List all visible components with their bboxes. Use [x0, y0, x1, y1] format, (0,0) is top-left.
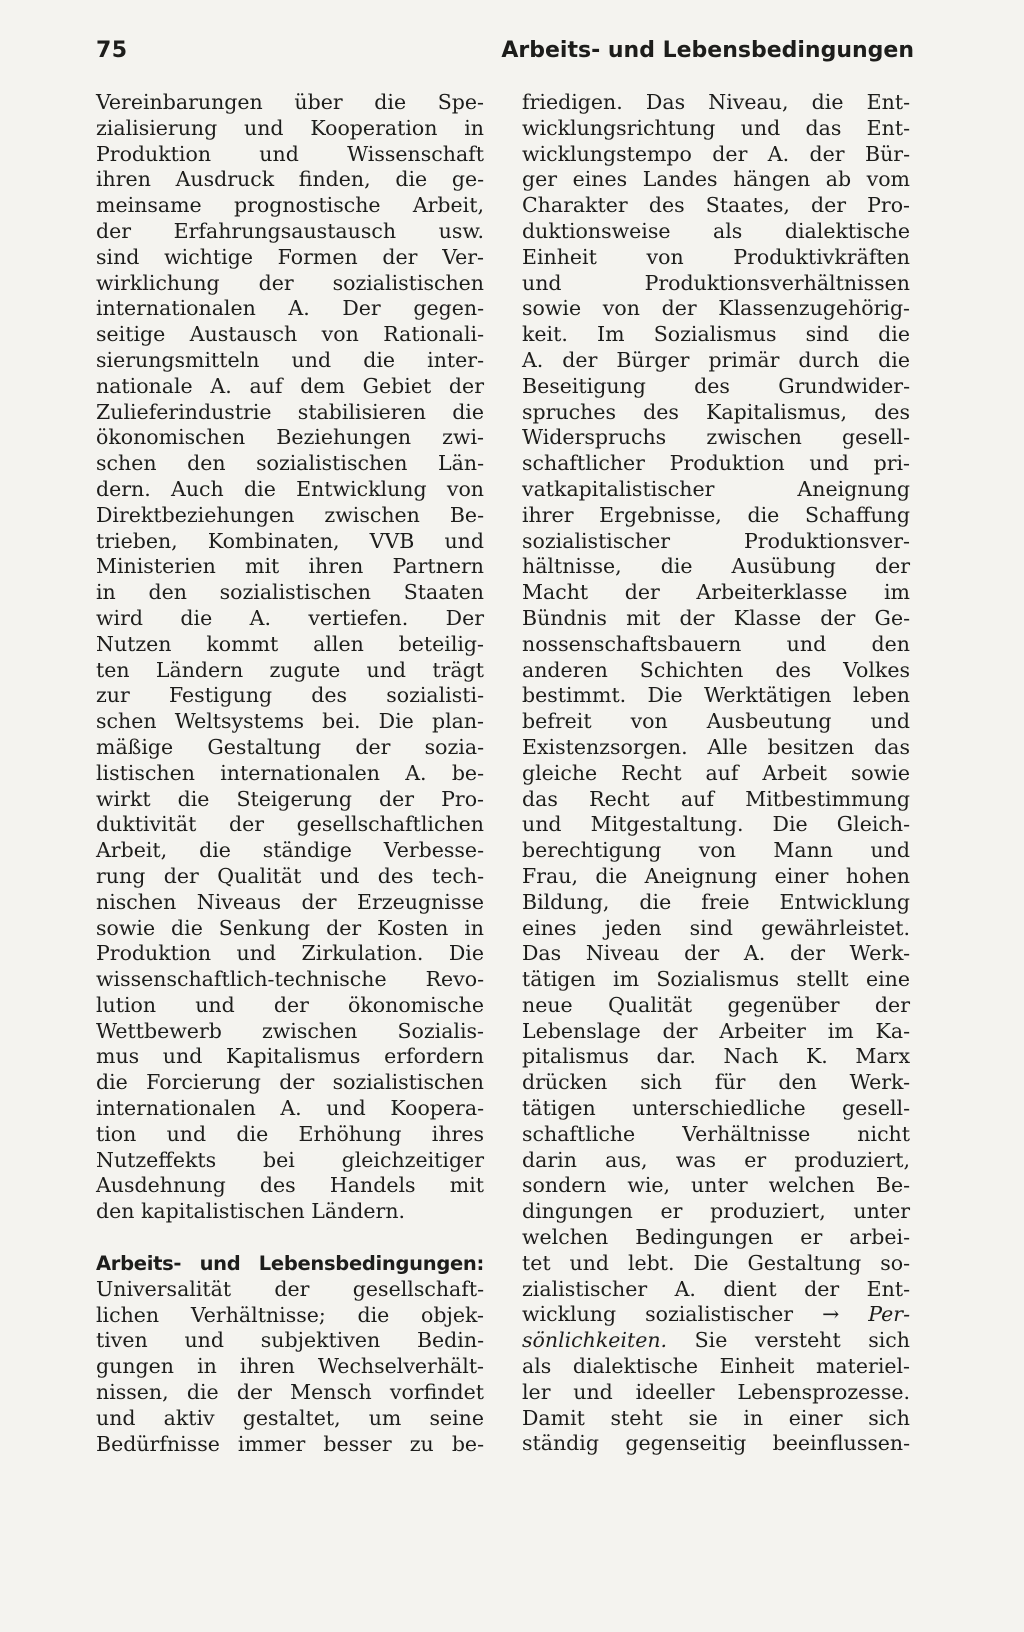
text-line: A. der Bürger primär durch die: [522, 347, 910, 372]
text-line: tätigen unterschiedliche gesell-: [522, 1096, 910, 1121]
text-line: Lebenslage der Arbeiter im Ka-: [522, 1018, 910, 1043]
right-column: [522, 90, 910, 1457]
text-line: sind wichtige Formen der Ver-: [96, 244, 484, 269]
text-line: darin aus, was er produziert,: [522, 1147, 910, 1172]
text-line: Universalität der gesellschaft-: [96, 1276, 484, 1301]
text-line: Existenzsorgen. Alle besitzen das: [522, 734, 910, 759]
text-line: hältnisse, die Ausübung der: [522, 554, 910, 579]
page-number: 75: [96, 38, 128, 63]
text-line: wissenschaftlich-technische Revo-: [96, 967, 484, 992]
text-line: tion und die Erhöhung ihres: [96, 1121, 484, 1146]
text-line: spruches des Kapitalismus, des: [522, 399, 910, 424]
text-line: sozialistischer Produktionsver-: [522, 528, 910, 553]
text-line: neue Qualität gegenüber der: [522, 992, 910, 1017]
text-line: nationale A. auf dem Gebiet der: [96, 373, 484, 398]
text-line: anderen Schichten des Volkes: [522, 657, 910, 682]
running-head: Arbeits- und Lebensbedingungen: [501, 38, 914, 63]
text-line: ihren Ausdruck finden, die ge-: [96, 167, 484, 192]
text-line: Widerspruchs zwischen gesell-: [522, 425, 910, 450]
text-line: schen Weltsystems bei. Die plan-: [96, 709, 484, 734]
text-line: Charakter des Staates, der Pro-: [522, 193, 910, 218]
text-line: [522, 1302, 910, 1328]
text-line: Arbeit, die ständige Verbesse-: [96, 838, 484, 863]
text-line: befreit von Ausbeutung und: [522, 709, 910, 734]
text-line: ihrer Ergebnisse, die Schaffung: [522, 502, 910, 527]
text-line: und aktiv gestaltet, um seine: [96, 1405, 484, 1430]
text-line: Wettbewerb zwischen Sozialis-: [96, 1018, 484, 1043]
text-line: drücken sich für den Werk-: [522, 1070, 910, 1095]
text-line: [522, 1328, 910, 1354]
text-line: sowie die Senkung der Kosten in: [96, 915, 484, 940]
text-line: internationalen A. und Koopera-: [96, 1096, 484, 1121]
text-line: zur Festigung des sozialisti-: [96, 683, 484, 708]
left-column: [96, 90, 484, 1457]
text-line: schaftlicher Produktion und pri-: [522, 451, 910, 476]
text-line: schen den sozialistischen Län-: [96, 451, 484, 476]
text-line: Damit steht sie in einer sich: [522, 1405, 910, 1430]
text-line: seitige Austausch von Rationali-: [96, 322, 484, 347]
text-line: gungen in ihren Wechselverhält-: [96, 1354, 484, 1379]
text-line: welchen Bedingungen er arbei-: [522, 1225, 910, 1250]
text-line: ler und ideeller Lebensprozesse.: [522, 1379, 910, 1404]
text-line: Direktbeziehungen zwischen Be-: [96, 502, 484, 527]
entry-body-continued: [522, 1354, 910, 1457]
text-line: Bedürfnisse immer besser zu be-: [96, 1431, 484, 1456]
entry-body: [522, 90, 910, 1302]
text-line: Einheit von Produktivkräften: [522, 244, 910, 269]
text-line: Ministerien mit ihren Partnern: [96, 554, 484, 579]
text-line: ständig gegenseitig beeinflussen-: [522, 1431, 910, 1456]
text-line: die Forcierung der sozialistischen: [96, 1070, 484, 1095]
text-line: der Erfahrungsaustausch usw.: [96, 218, 484, 243]
text-line: nischen Niveaus der Erzeugnisse: [96, 889, 484, 914]
text-line: duktivität der gesellschaftlichen: [96, 812, 484, 837]
text-line: tiven und subjektiven Bedin-: [96, 1328, 484, 1353]
text-line: nissen, die der Mensch vorfindet: [96, 1380, 484, 1405]
text-line: das Recht auf Mitbestimmung: [522, 786, 910, 811]
text-line: dingungen er produziert, unter: [522, 1199, 910, 1224]
text-segment: Sie versteht sich: [667, 1328, 910, 1353]
text-line: Bündnis mit der Klasse der Ge-: [522, 605, 910, 630]
text-line: bestimmt. Die Werktätigen leben: [522, 683, 910, 708]
entry-definition: [96, 1277, 484, 1458]
text-line: in den sozialistischen Staaten: [96, 580, 484, 605]
text-line: tet und lebt. Die Gestaltung so-: [522, 1250, 910, 1275]
text-line: berechtigung von Mann und: [522, 838, 910, 863]
text-line: dern. Auch die Entwicklung von: [96, 476, 484, 501]
text-line: Bildung, die freie Entwicklung: [522, 889, 910, 914]
text-line: Das Niveau der A. der Werk-: [522, 941, 910, 966]
text-line: lichen Verhältnisse; die objek-: [96, 1302, 484, 1327]
paragraph-continuation: [96, 90, 484, 1225]
text-line: Produktion und Zirkulation. Die: [96, 941, 484, 966]
text-line: friedigen. Das Niveau, die Ent-: [522, 90, 910, 114]
cross-reference-continued[interactable]: sönlichkeiten.: [522, 1328, 668, 1353]
text-line: wirklichung der sozialistischen: [96, 270, 484, 295]
text-line: Nutzen kommt allen beteilig-: [96, 631, 484, 656]
text-line: vatkapitalistischer Aneignung: [522, 476, 910, 501]
text-line: nossenschaftsbauern und den: [522, 631, 910, 656]
text-line: internationalen A. Der gegen-: [96, 296, 484, 321]
text-line: ökonomischen Beziehungen zwi-: [96, 425, 484, 450]
text-line: sowie von der Klassenzugehörig-: [522, 296, 910, 321]
text-line: mäßige Gestaltung der sozia-: [96, 734, 484, 759]
text-segment: wicklung sozialistischer →: [522, 1302, 869, 1327]
text-line: eines jeden sind gewährleistet.: [522, 915, 910, 940]
text-line: sierungsmitteln und die inter-: [96, 347, 484, 372]
text-line: pitalismus dar. Nach K. Marx: [522, 1044, 910, 1069]
text-line: rung der Qualität und des tech-: [96, 863, 484, 888]
text-line: und Mitgestaltung. Die Gleich-: [522, 812, 910, 837]
text-line: ten Ländern zugute und trägt: [96, 657, 484, 682]
text-line: listischen internationalen A. be-: [96, 760, 484, 785]
text-line: Nutzeffekts bei gleichzeitiger: [96, 1147, 484, 1172]
text-line: mus und Kapitalismus erfordern: [96, 1044, 484, 1069]
text-line: tätigen im Sozialismus stellt eine: [522, 967, 910, 992]
text-line: Frau, die Aneignung einer hohen: [522, 863, 910, 888]
text-line: zialisierung und Kooperation in: [96, 115, 484, 140]
text-line: den kapitalistischen Ländern.: [96, 1199, 406, 1224]
text-line: trieben, Kombinaten, VVB und: [96, 528, 484, 553]
text-line: Macht der Arbeiterklasse im: [522, 580, 910, 605]
text-line: Produktion und Wissenschaft: [96, 141, 484, 166]
text-line: und Produktionsverhältnissen: [522, 270, 910, 295]
text-line: duktionsweise als dialektische: [522, 218, 910, 243]
paragraph-gap: [96, 1225, 484, 1251]
text-line: gleiche Recht auf Arbeit sowie: [522, 760, 910, 785]
text-line: Beseitigung des Grundwider-: [522, 373, 910, 398]
text-line: wicklungsrichtung und das Ent-: [522, 115, 910, 140]
entry-headword: Arbeits- und Lebensbedingungen:: [96, 1252, 484, 1276]
text-line: Ausdehnung des Handels mit: [96, 1173, 484, 1198]
text-line: Zulieferindustrie stabilisieren die: [96, 399, 484, 424]
text-line: meinsame prognostische Arbeit,: [96, 193, 484, 218]
text-line: lution und der ökonomische: [96, 992, 484, 1017]
text-line: Vereinbarungen über die Spe-: [96, 90, 484, 114]
text-line: wird die A. vertiefen. Der: [96, 605, 484, 630]
text-line: wirkt die Steigerung der Pro-: [96, 786, 484, 811]
text-line: wicklungstempo der A. der Bür-: [522, 141, 910, 166]
text-line: zialistischer A. dient der Ent-: [522, 1276, 910, 1301]
cross-reference[interactable]: Per-: [868, 1302, 910, 1327]
text-line: als dialektische Einheit materiel-: [522, 1354, 910, 1379]
text-line: keit. Im Sozialismus sind die: [522, 322, 910, 347]
text-line: ger eines Landes hängen ab vom: [522, 167, 910, 192]
text-line: schaftliche Verhältnisse nicht: [522, 1121, 910, 1146]
text-line: sondern wie, unter welchen Be-: [522, 1173, 910, 1198]
